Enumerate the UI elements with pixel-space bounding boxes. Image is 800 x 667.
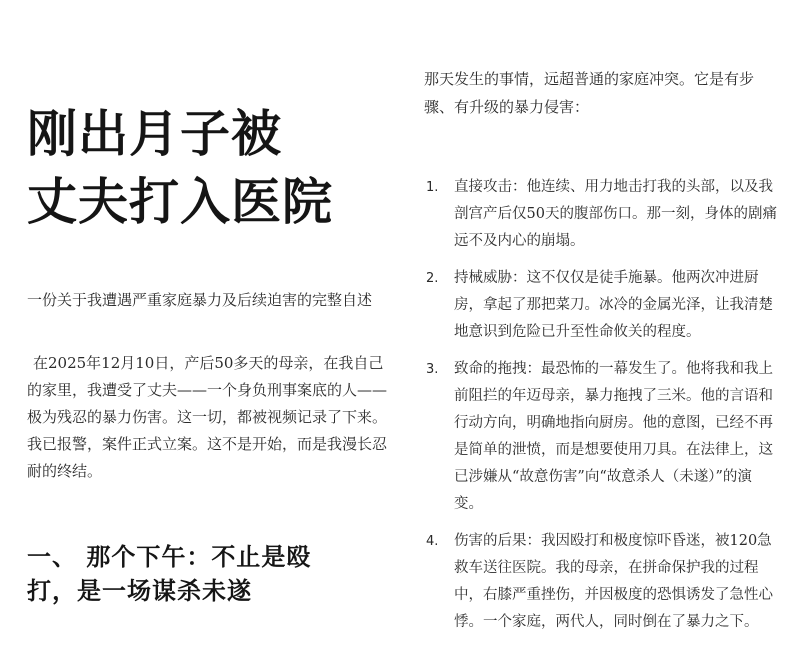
list-item-number: 4.	[426, 534, 439, 549]
intro-paragraph: 在2025年12月10日，产后50多天的母亲，在我自己的家里，我遭受了丈夫——一个身负刑事案底的人——极为残忍的暴力伤害。这一切，都被视频记录了下来。我已报警，案件正式立案。这不是开始，而是我漫长忍耐的终结。	[27, 354, 388, 480]
title-line-1: 刚出月子被	[27, 105, 282, 163]
right-intro-paragraph: 那天发生的事情，远超普通的家庭冲突。它是有步骤、有升级的暴力侵害：	[424, 70, 755, 116]
list-item	[424, 528, 780, 636]
list-item-number: 2.	[426, 271, 439, 286]
list-item	[424, 265, 780, 346]
list-item-text: 持械威胁：这不仅仅是徒手施暴。他两次冲进厨房，拿起了那把菜刀。冰冷的金属光泽，让我清楚地意识到危险已升至性命攸关的程度。	[454, 270, 773, 340]
list-item	[424, 356, 780, 518]
list-item-text: 致命的拖拽：最恐怖的一幕发生了。他将我和我上前阻拦的年迈母亲，暴力拖拽了三米。他的言语和行动方向，明确地指向厨房。他的意图，已经不再是简单的泄愤，而是想要使用刀具。在法律上，这已涉嫌从“故意伤害”向“故意杀人（未遂）”的演变。	[454, 361, 773, 512]
event-list	[424, 174, 780, 646]
list-item-number: 1.	[426, 180, 439, 195]
subtitle: 一份关于我遭遇严重家庭暴力及后续迫害的完整自述	[27, 291, 373, 309]
list-item-number: 3.	[426, 362, 439, 377]
list-item-text: 伤害的后果：我因殴打和极度惊吓昏迷，被120急救车送往医院。我的母亲，在拼命保护我的过程中，右膝严重挫伤，并因极度的恐惧诱发了急性心悸。一个家庭，两代人，同时倒在了暴力之下。	[454, 533, 773, 630]
page-title	[27, 100, 392, 236]
section-heading: 一、 那个下午：不止是殴打，是一场谋杀未遂	[27, 542, 312, 605]
list-item-text: 直接攻击：他连续、用力地击打我的头部，以及我剖宫产后仅50天的腹部伤口。那一刻，身体的剧痛远不及内心的崩塌。	[454, 179, 777, 249]
list-item	[424, 174, 780, 255]
title-line-2: 丈夫打入医院	[27, 173, 333, 231]
